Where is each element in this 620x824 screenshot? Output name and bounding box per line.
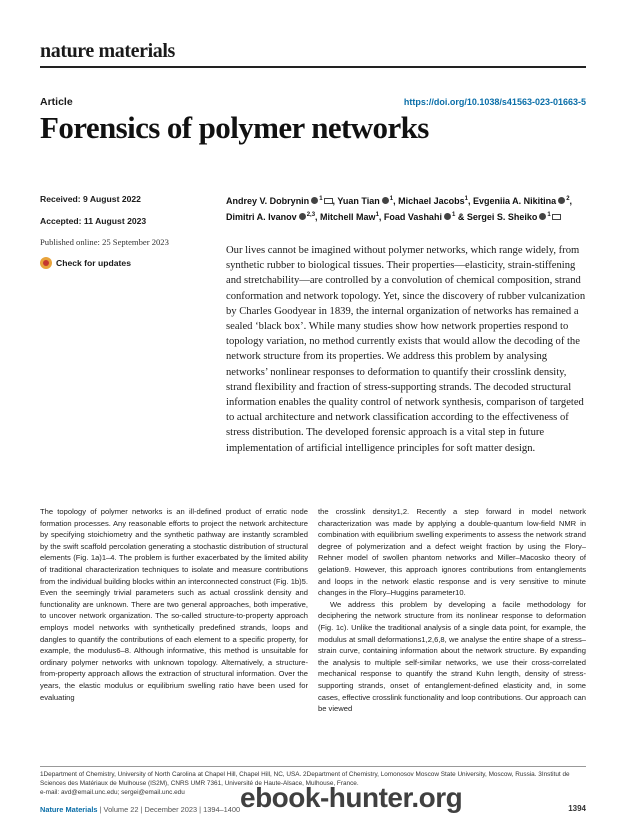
received-date: Received: 9 August 2022 bbox=[40, 194, 141, 204]
author[interactable]: Michael Jacobs bbox=[398, 196, 465, 206]
accepted-date: Accepted: 11 August 2023 bbox=[40, 216, 147, 226]
body-paragraph: We address this problem by developing a facile methodology for deciphering the network structure from its nonlinear response to deformation (Fig. 1c). Unlike the traditional analysis of a single data point, for example, the modulus at small deformations1,2,6,8, we analyse the entire shape of a stress–strain curve, containing information about the network structure. By expanding the analysis to multiple self-similar networks, we use their cross-correlated mechanical response to quantify the strand Kuhn length, density of stress-supporting strands, onset of entanglement-defined elasticity and, in some cases, effective crosslink functionality and loop contributions. Our approach can be viewed bbox=[318, 599, 586, 714]
check-updates-label: Check for updates bbox=[56, 258, 131, 268]
orcid-icon[interactable] bbox=[444, 213, 451, 220]
published-date: Published online: 25 September 2023 bbox=[40, 237, 169, 247]
body-column-left bbox=[40, 506, 308, 703]
page-number: 1394 bbox=[568, 804, 586, 813]
author[interactable]: Yuan Tian bbox=[337, 196, 380, 206]
check-updates-icon bbox=[40, 257, 52, 269]
page-footer bbox=[40, 805, 240, 814]
orcid-icon[interactable] bbox=[299, 213, 306, 220]
watermark: ebook-hunter.org bbox=[240, 782, 463, 813]
email-icon[interactable] bbox=[552, 214, 561, 220]
body-column-right bbox=[318, 506, 586, 715]
author[interactable]: & Sergei S. Sheiko bbox=[457, 211, 538, 222]
affiliation-text: 1Department of Chemistry, University of North Carolina at Chapel Hill, Chapel Hill, NC, USA. 2Department of Chemistry, Lomonosov Moscow State University, Moscow, Russia. 3Institut de Sciences des Matériaux de Mulhouse (IS2M), CNRS UMR 7361, Université de Haute-Alsace, Mulhouse, France. bbox=[40, 771, 570, 788]
author[interactable]: Andrey V. Dobrynin bbox=[226, 196, 310, 206]
body-paragraph: The topology of polymer networks is an ill-defined product of erratic node formation processes. Any reasonable efforts to project the network architecture by specifying stoichiometry and the synthetic pathway are instantly scrambled by the swift scaffold percolation generating a stochastic distribution of structural elements (Fig. 1a)1–4. The problem is further exacerbated by the limited ability of traditional characterization techniques to isolate and measure contributions from the individual building blocks within an interconnected construct (Fig. 1b)5. Even the seemingly trivial parameters such as actual crosslink density and functionality are unknown. There are two general approaches, both imperative, to uncover network organization. The so-called structure-to-property approach employs model networks with synthetically predefined strands, loops and dangles to quantify the contributions of each element to a specific property, for example, the modulus6–8. Although informative, this method is unsuitable for ordinary polymer networks with unknown topology. Alternatively, a structure-from-property approach allows the extraction of structural information. Over the years, the elastic modulus or equilibrium swelling ratio have been used for evaluating bbox=[40, 507, 308, 702]
article-title: Forensics of polymer networks bbox=[40, 110, 429, 145]
author[interactable]: Evgeniia A. Nikitina bbox=[472, 196, 557, 206]
orcid-icon[interactable] bbox=[558, 197, 565, 204]
email-line[interactable]: e-mail: avd@email.unc.edu; sergei@email.unc.edu bbox=[40, 789, 185, 797]
abstract: Our lives cannot be imagined without polymer networks, which range widely, from synthetic rubber to biological tissues. Their properties—elasticity, strain-stiffening and stretchability—are controlled by a convolution of chemical composition, strand conformation and network topology. Yet, since the discovery of rubber vulcanization by Charles Goodyear in 1839, the internal organization of networks has remained a sealed ‘black box’. While many studies show how network properties respond to topology variation, no method currently exists that would allow the decoding of the network structure from its properties. We address this problem by analysing networks’ nonlinear responses to deformation to quantify their crosslink density, strand flexibility and fraction of stress-supporting strands. The decoded structural information enables the quality control of network synthesis, comparison of targeted to actual architecture and network classification according to the effectiveness of stress distribution. The developed forensic approach is a vital step in future implementation of artificial intelligence principles for soft matter design. bbox=[226, 245, 586, 454]
footnote-divider bbox=[40, 766, 586, 767]
orcid-icon[interactable] bbox=[539, 213, 546, 220]
orcid-icon[interactable] bbox=[311, 197, 318, 204]
author[interactable]: Foad Vashahi bbox=[383, 211, 442, 222]
journal-name: nature materials bbox=[40, 40, 175, 62]
footer-volume: | Volume 22 | December 2023 | 1394–1400 bbox=[99, 805, 241, 814]
body-paragraph: the crosslink density1,2. Recently a step forward in model network characterization was made by applying a double-quantum low-field NMR in combination with equilibrium swelling experiments to assess the network strand degree of polymerization and a defect weight fraction by using the Flory–Rehner model of swollen phantom networks and Miller–Macosko theory of gelation9. However, this approach ignores contributions from entanglements and loops in the network elastic response and is very sensitive to minute changes in the Flory–Huggins parameter10. bbox=[318, 507, 586, 598]
author[interactable]: Mitchell Maw bbox=[320, 211, 376, 222]
author-list: Andrey V. Dobrynin $^1$ , Yuan Tian $^1$, Michael Jacobs$^1$, Evgeniia A. Nikitina $^2$, Dimitri A. Ivanov $^{2,3}$, Mitchell Maw$^1$, Foad Vashahi $^1$ & Sergei S. Sheiko $^1$ bbox=[226, 196, 573, 222]
header-rule bbox=[40, 66, 586, 68]
orcid-icon[interactable] bbox=[382, 197, 389, 204]
email-icon[interactable] bbox=[324, 198, 333, 204]
doi-link[interactable]: https://doi.org/10.1038/s41563-023-01663-5 bbox=[403, 97, 586, 107]
author[interactable]: Dimitri A. Ivanov bbox=[226, 211, 297, 222]
footer-journal: Nature Materials bbox=[40, 805, 98, 814]
article-type: Article bbox=[40, 96, 73, 108]
check-for-updates[interactable] bbox=[40, 257, 131, 269]
